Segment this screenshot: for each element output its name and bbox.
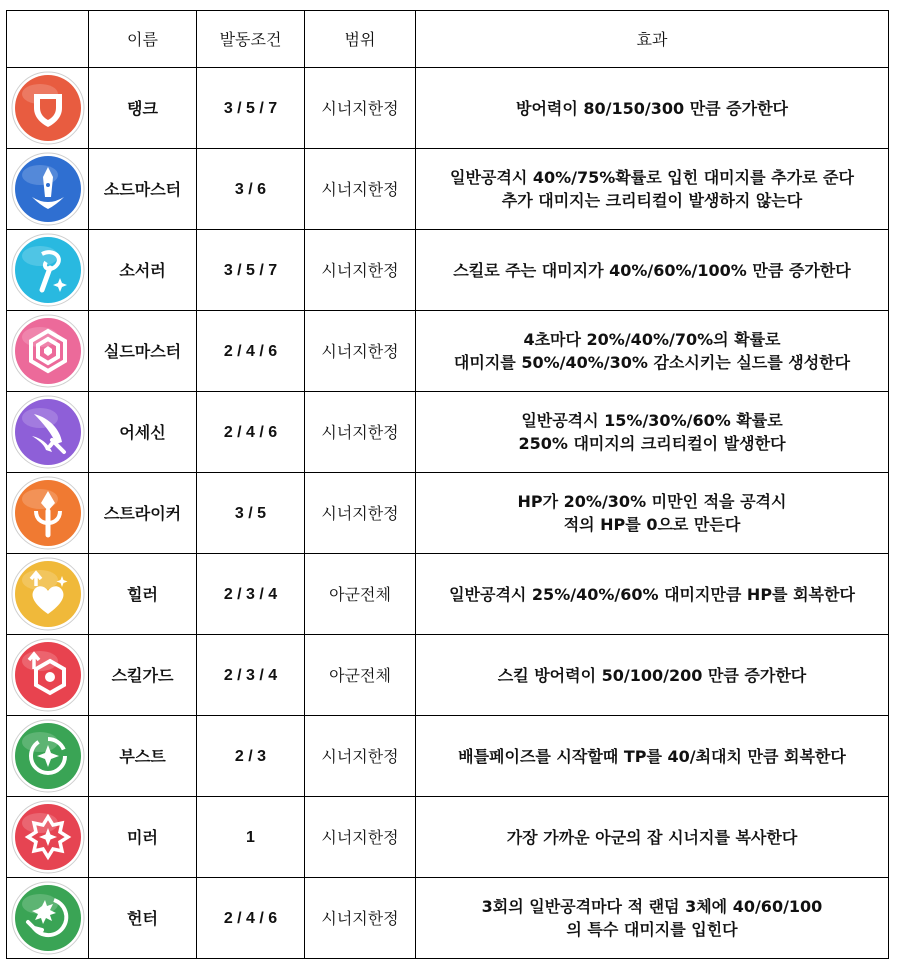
row-condition: 2 / 4 / 6 bbox=[197, 392, 305, 473]
row-condition: 2 / 3 bbox=[197, 716, 305, 797]
header-icon bbox=[7, 11, 89, 68]
row-range: 시너지한정 bbox=[305, 149, 416, 230]
row-name: 힐러 bbox=[89, 554, 197, 635]
row-name: 소서러 bbox=[89, 230, 197, 311]
row-icon-cell bbox=[7, 392, 89, 473]
row-range: 시너지한정 bbox=[305, 716, 416, 797]
row-effect-line: 일반공격시 40%/75%확률로 입힌 대미지를 추가로 준다 bbox=[450, 168, 854, 187]
row-icon-cell bbox=[7, 68, 89, 149]
table-row bbox=[7, 554, 889, 635]
row-effect-line: 의 특수 대미지를 입힌다 bbox=[566, 920, 738, 939]
table-row bbox=[7, 635, 889, 716]
row-condition: 3 / 5 / 7 bbox=[197, 230, 305, 311]
row-effect-line: 스킬 방어력이 50/100/200 만큼 증가한다 bbox=[497, 665, 807, 685]
row-icon-cell bbox=[7, 149, 89, 230]
table-row bbox=[7, 473, 889, 554]
row-effect-line: 스킬로 주는 대미지가 40%/60%/100% 만큼 증가한다 bbox=[453, 260, 851, 280]
row-condition: 2 / 3 / 4 bbox=[197, 635, 305, 716]
row-condition: 2 / 4 / 6 bbox=[197, 878, 305, 959]
row-effect bbox=[416, 311, 889, 392]
table-row bbox=[7, 392, 889, 473]
row-condition: 3 / 5 bbox=[197, 473, 305, 554]
row-range: 시너지한정 bbox=[305, 230, 416, 311]
boost-icon bbox=[10, 718, 86, 794]
row-name: 탱크 bbox=[89, 68, 197, 149]
row-range: 시너지한정 bbox=[305, 392, 416, 473]
row-icon-cell bbox=[7, 230, 89, 311]
row-effect-line: 일반공격시 15%/30%/60% 확률로 bbox=[521, 411, 783, 430]
shield-icon bbox=[10, 70, 86, 146]
row-condition: 2 / 3 / 4 bbox=[197, 554, 305, 635]
row-range: 시너지한정 bbox=[305, 797, 416, 878]
dagger-icon bbox=[10, 394, 86, 470]
table-row bbox=[7, 230, 889, 311]
row-effect bbox=[416, 635, 889, 716]
table-row bbox=[7, 716, 889, 797]
mirror-icon bbox=[10, 799, 86, 875]
row-icon-cell bbox=[7, 635, 89, 716]
row-icon-cell bbox=[7, 554, 89, 635]
row-name: 어세신 bbox=[89, 392, 197, 473]
row-name: 스킬가드 bbox=[89, 635, 197, 716]
row-effect-line: 가장 가까운 아군의 잡 시너지를 복사한다 bbox=[506, 827, 798, 847]
row-icon-cell bbox=[7, 878, 89, 959]
spear-icon bbox=[10, 475, 86, 551]
skill-guard-icon bbox=[10, 637, 86, 713]
header-row bbox=[7, 11, 889, 68]
table-row bbox=[7, 68, 889, 149]
row-effect bbox=[416, 68, 889, 149]
row-effect bbox=[416, 797, 889, 878]
row-condition: 3 / 6 bbox=[197, 149, 305, 230]
row-condition: 2 / 4 / 6 bbox=[197, 311, 305, 392]
row-name: 스트라이커 bbox=[89, 473, 197, 554]
row-range: 시너지한정 bbox=[305, 878, 416, 959]
row-range: 아군전체 bbox=[305, 635, 416, 716]
row-effect-line: 적의 HP를 0으로 만든다 bbox=[563, 515, 741, 534]
hexagon-shield-icon bbox=[10, 313, 86, 389]
row-effect-line: 3회의 일반공격마다 적 랜덤 3체에 40/60/100 bbox=[481, 897, 823, 916]
row-effect-line: 배틀페이즈를 시작할때 TP를 40/최대치 만큼 회복한다 bbox=[458, 746, 846, 766]
row-effect bbox=[416, 554, 889, 635]
staff-icon bbox=[10, 232, 86, 308]
row-effect-line: 250% 대미지의 크리티컬이 발생한다 bbox=[518, 434, 786, 453]
row-range: 시너지한정 bbox=[305, 311, 416, 392]
row-icon-cell bbox=[7, 716, 89, 797]
table-row bbox=[7, 797, 889, 878]
row-effect bbox=[416, 473, 889, 554]
row-effect-line: 방어력이 80/150/300 만큼 증가한다 bbox=[515, 98, 789, 118]
row-effect-line: 일반공격시 25%/40%/60% 대미지만큼 HP를 회복한다 bbox=[449, 584, 855, 604]
table-row bbox=[7, 149, 889, 230]
row-effect bbox=[416, 149, 889, 230]
row-range: 시너지한정 bbox=[305, 68, 416, 149]
row-range: 아군전체 bbox=[305, 554, 416, 635]
row-effect-line: HP가 20%/30% 미만인 적을 공격시 bbox=[517, 492, 787, 511]
row-name: 실드마스터 bbox=[89, 311, 197, 392]
header-condition: 발동조건 bbox=[197, 11, 305, 68]
row-condition: 1 bbox=[197, 797, 305, 878]
table-row bbox=[7, 311, 889, 392]
row-icon-cell bbox=[7, 473, 89, 554]
row-name: 소드마스터 bbox=[89, 149, 197, 230]
row-effect-line: 4초마다 20%/40%/70%의 확률로 bbox=[523, 330, 781, 349]
header-range: 범위 bbox=[305, 11, 416, 68]
row-effect bbox=[416, 716, 889, 797]
table-row bbox=[7, 878, 889, 959]
synergy-table bbox=[6, 10, 889, 959]
header-effect: 효과 bbox=[416, 11, 889, 68]
row-name: 헌터 bbox=[89, 878, 197, 959]
row-name: 부스트 bbox=[89, 716, 197, 797]
row-range: 시너지한정 bbox=[305, 473, 416, 554]
sword-icon bbox=[10, 151, 86, 227]
row-icon-cell bbox=[7, 311, 89, 392]
row-icon-cell bbox=[7, 797, 89, 878]
header-name: 이름 bbox=[89, 11, 197, 68]
hunter-icon bbox=[10, 880, 86, 956]
row-name: 미러 bbox=[89, 797, 197, 878]
row-condition: 3 / 5 / 7 bbox=[197, 68, 305, 149]
row-effect-line: 추가 대미지는 크리티컬이 발생하지 않는다 bbox=[501, 191, 803, 210]
row-effect bbox=[416, 230, 889, 311]
row-effect bbox=[416, 878, 889, 959]
row-effect-line: 대미지를 50%/40%/30% 감소시키는 실드를 생성한다 bbox=[453, 353, 851, 372]
row-effect bbox=[416, 392, 889, 473]
heart-heal-icon bbox=[10, 556, 86, 632]
